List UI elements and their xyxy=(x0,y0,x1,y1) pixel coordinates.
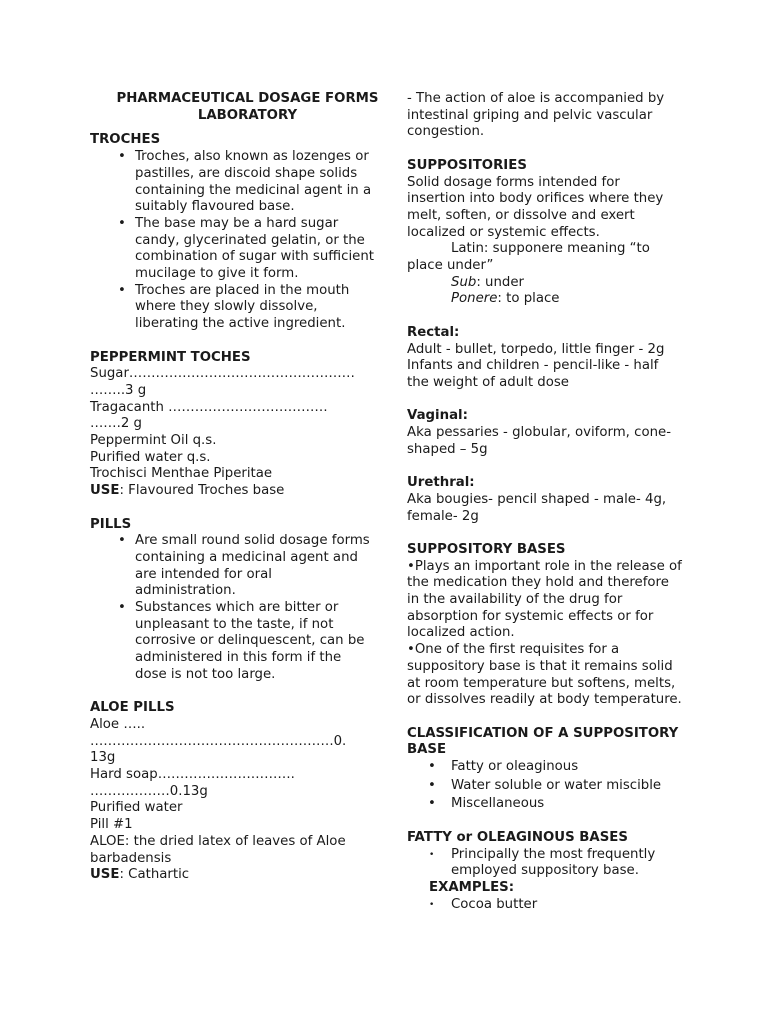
formula-line: ALOE: the dried latex of leaves of Aloe barbadensis xyxy=(90,833,346,866)
use-line xyxy=(90,483,375,500)
list-item: • Substances which are bitter or unpleasant to the taste, if not corrosive or delinquescent, can be administered in this form if the dose is not too large. xyxy=(90,600,375,684)
troches-list xyxy=(90,149,375,333)
formula-line: Sugar…………………………………………… xyxy=(90,366,355,382)
suppository-bases-heading: SUPPOSITORY BASES xyxy=(407,541,566,557)
left-column xyxy=(90,91,379,884)
list-item: • Fatty or oleaginous xyxy=(407,759,682,776)
urethral-text: Aka bougies- pencil shaped - male- 4g, female- 2g xyxy=(407,491,667,524)
formula-line: Purified water xyxy=(90,800,183,816)
use-text: : Flavoured Troches base xyxy=(119,483,285,499)
formula-line: Pill #1 xyxy=(90,817,133,833)
use-line xyxy=(90,867,375,884)
aloe-note: - The action of aloe is accompanied by intestinal griping and pelvic vascular congestion. xyxy=(407,91,665,140)
use-text: : Cathartic xyxy=(119,867,190,883)
peppermint-heading: PEPPERMINT TOCHES xyxy=(90,349,251,365)
pills-list xyxy=(90,533,375,683)
sub-line xyxy=(407,275,682,292)
formula-line: 13g xyxy=(90,750,116,766)
list-item: • The base may be a hard sugar candy, glycerinated gelatin, or the combination of sugar with sufficient mucilage to give it form. xyxy=(90,216,375,283)
formula-line: Trochisci Menthae Piperitae xyxy=(90,466,273,482)
classification-heading: CLASSIFICATION OF A SUPPOSITORY BASE xyxy=(407,725,679,758)
list-item: • Troches are placed in the mouth where they slowly dissolve, liberating the active ingredient. xyxy=(90,283,375,333)
ponere-definition: : to place xyxy=(497,291,560,307)
latin-line: Latin: supponere meaning “to place under” xyxy=(407,241,650,274)
formula-line: ………………0.13g xyxy=(90,783,208,799)
rectal-heading: Rectal: xyxy=(407,324,460,340)
list-item: • Principally the most frequently employed suppository base. xyxy=(407,847,682,880)
list-item: • Miscellaneous xyxy=(407,796,682,813)
rectal-line: Adult - bullet, torpedo, little finger - 2g xyxy=(407,341,665,357)
classification-list xyxy=(407,759,682,813)
formula-line: Peppermint Oil q.s. xyxy=(90,433,217,449)
rectal-line: Infants and children - pencil-like - half the weight of adult dose xyxy=(407,358,659,390)
pills-heading: PILLS xyxy=(90,516,132,532)
examples-label: EXAMPLES: xyxy=(429,879,515,895)
urethral-heading: Urethral: xyxy=(407,475,475,491)
suppositories-heading: SUPPOSITORIES xyxy=(407,157,527,173)
vaginal-heading: Vaginal: xyxy=(407,408,468,424)
troches-heading: TROCHES xyxy=(90,132,161,148)
list-item: • Troches, also known as lozenges or pastilles, are discoid shape solids containing the medicinal agent in a suitably flavoured base. xyxy=(90,149,375,216)
fatty-bases-heading: FATTY or OLEAGINOUS BASES xyxy=(407,829,628,845)
fatty-bases-list xyxy=(407,847,682,880)
formula-line: Hard soap…………………………. xyxy=(90,767,295,783)
sub-term: Sub xyxy=(451,274,477,290)
formula-line: Aloe ….. xyxy=(90,716,146,732)
suppositories-definition: Solid dosage forms intended for insertion into body orifices where they melt, soften, or dissolve and exert localized or systemic effects. xyxy=(407,174,664,240)
list-item: • Cocoa butter xyxy=(407,897,682,914)
list-item: • Water soluble or water miscible xyxy=(407,778,682,795)
formula-line: ……………………………………………….0. xyxy=(90,733,347,749)
formula-line: Tragacanth ……………………………… xyxy=(90,399,328,415)
vaginal-text: Aka pessaries - globular, oviform, cone-shaped – 5g xyxy=(407,425,671,457)
formula-line: ……..3 g xyxy=(90,382,147,398)
list-item: • Are small round solid dosage forms containing a medicinal agent and are intended for oral administration. xyxy=(90,533,375,600)
sub-definition: : under xyxy=(476,274,524,290)
examples-list xyxy=(407,897,682,914)
bases-paragraph: •Plays an important role in the release of the medication they hold and therefore in the availability of the drug for absorption for systemic effects or for localized action. xyxy=(407,558,682,641)
right-column xyxy=(407,91,682,913)
bases-paragraph: •One of the first requisites for a suppository base is that it remains solid at room temperature but softens, melts, or dissolves readily at body temperature. xyxy=(407,642,682,708)
use-label: USE xyxy=(90,867,120,883)
formula-line: …….2 g xyxy=(90,416,142,432)
document-title: PHARMACEUTICAL DOSAGE FORMS LABORATORY xyxy=(116,91,379,123)
ponere-line xyxy=(407,291,682,308)
use-label: USE xyxy=(90,483,120,499)
aloe-heading: ALOE PILLS xyxy=(90,700,175,716)
formula-line: Purified water q.s. xyxy=(90,449,211,465)
ponere-term: Ponere xyxy=(451,291,498,307)
